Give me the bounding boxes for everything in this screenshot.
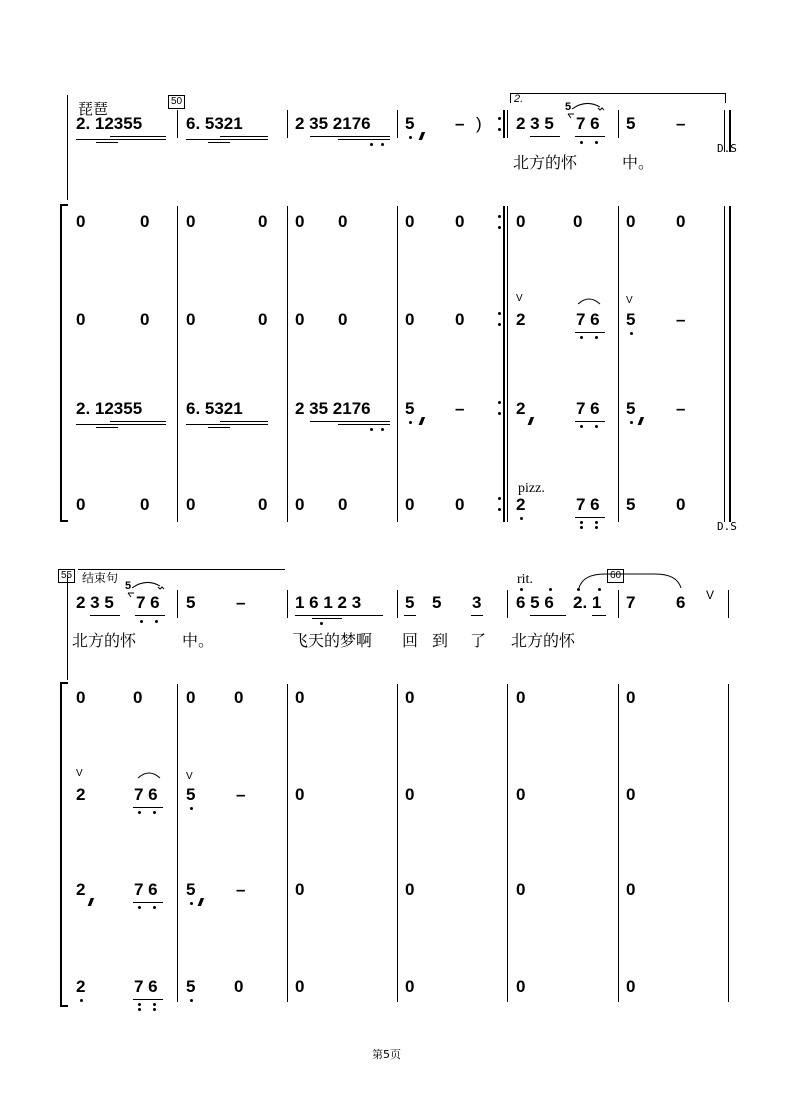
staff-note: 5 bbox=[186, 785, 196, 804]
barline bbox=[618, 590, 619, 618]
instrument-label: 琵琶 bbox=[78, 100, 109, 118]
system-line bbox=[67, 95, 68, 200]
melody-note: 3 bbox=[472, 593, 482, 612]
staff-note: 2. 12355 bbox=[76, 399, 143, 418]
tie-mark bbox=[576, 296, 602, 306]
staff-note: 0 bbox=[626, 688, 636, 707]
low-dot bbox=[381, 428, 384, 431]
staff-note: 0 bbox=[140, 212, 150, 231]
low-dot bbox=[409, 421, 412, 424]
staff-note: 5 bbox=[186, 880, 196, 899]
staff-note: 2 35 2176 bbox=[295, 399, 371, 418]
staff-note: 0 bbox=[133, 688, 143, 707]
lyric: 中。 bbox=[182, 631, 215, 650]
staff-note: 0 bbox=[258, 495, 268, 514]
volta-bracket-right bbox=[725, 93, 726, 103]
underline bbox=[76, 424, 166, 425]
low-dot bbox=[409, 136, 412, 139]
tremolo-mark: /// bbox=[419, 131, 423, 143]
melody-dash: – bbox=[676, 114, 686, 133]
low-dot bbox=[153, 906, 156, 909]
melody-note: 5 bbox=[405, 593, 415, 612]
melody-note: 7 6 bbox=[576, 114, 600, 133]
bow-mark: V bbox=[626, 295, 633, 306]
low-dot bbox=[630, 421, 633, 424]
staff-dash: – bbox=[236, 785, 246, 804]
underline bbox=[96, 427, 118, 428]
low-dot bbox=[370, 143, 373, 146]
staff-note: 2 bbox=[76, 977, 86, 996]
staff-note: 0 bbox=[516, 212, 526, 231]
staff-note: 0 bbox=[626, 212, 636, 231]
staff-note: 0 bbox=[295, 495, 305, 514]
barline bbox=[728, 684, 729, 1002]
barline bbox=[397, 110, 398, 138]
staff-note: 0 bbox=[338, 495, 348, 514]
melody-note: 5 bbox=[432, 593, 442, 612]
staff-note: 0 bbox=[405, 880, 415, 899]
staff-note: 0 bbox=[405, 688, 415, 707]
repeat-barline bbox=[503, 206, 505, 522]
barline bbox=[397, 206, 398, 522]
melody-note: 5 bbox=[626, 114, 636, 133]
tempo-marking: rit. bbox=[517, 572, 533, 587]
high-dot bbox=[520, 588, 523, 591]
breath-mark: V bbox=[706, 588, 715, 602]
underline bbox=[338, 424, 390, 425]
repeat-barline bbox=[507, 206, 508, 522]
low-dot bbox=[153, 811, 156, 814]
staff-note: 2 bbox=[76, 785, 86, 804]
low-dot bbox=[138, 1003, 141, 1006]
grace-note: 5 bbox=[125, 580, 132, 592]
underline bbox=[404, 615, 416, 616]
staff-note: 0 bbox=[626, 977, 636, 996]
lyric: 到 bbox=[432, 631, 449, 650]
measure-number: 50 bbox=[168, 95, 185, 109]
underline bbox=[295, 615, 383, 616]
staff-note: 0 bbox=[405, 310, 415, 329]
phrase-slur bbox=[575, 570, 685, 590]
melody-note: 1 6 1 2 3 bbox=[295, 593, 362, 612]
barline bbox=[618, 206, 619, 522]
staff-note: 0 bbox=[234, 688, 244, 707]
repeat-barline bbox=[503, 110, 505, 138]
melody-note: 6. 5321 bbox=[186, 114, 243, 133]
staff-note: 0 bbox=[76, 688, 86, 707]
low-dot bbox=[190, 902, 193, 905]
repeat-dot bbox=[498, 128, 501, 131]
low-dot bbox=[190, 999, 193, 1002]
staff-note: 5 bbox=[626, 310, 636, 329]
staff-note: 0 bbox=[295, 310, 305, 329]
high-dot bbox=[577, 588, 580, 591]
lyric: 了 bbox=[470, 631, 487, 650]
melody-note: 6 bbox=[676, 593, 686, 612]
lyric: 北方的怀 bbox=[72, 631, 137, 650]
underline bbox=[220, 136, 268, 137]
bracket-top bbox=[60, 204, 68, 206]
section-label: 结束句 bbox=[82, 571, 119, 585]
staff-note: 2 bbox=[516, 495, 526, 514]
staff-note: 0 bbox=[76, 310, 86, 329]
staff-note: 0 bbox=[338, 212, 348, 231]
measure-number: 55 bbox=[58, 569, 75, 583]
barline bbox=[177, 206, 178, 522]
staff-note: 0 bbox=[405, 212, 415, 231]
low-dot bbox=[595, 521, 598, 524]
underline bbox=[575, 421, 605, 422]
staff-note: 7 6 bbox=[134, 785, 158, 804]
barline bbox=[177, 684, 178, 1002]
repeat-dot bbox=[498, 401, 501, 404]
low-dot bbox=[190, 807, 193, 810]
low-dot bbox=[140, 620, 143, 623]
bow-mark: V bbox=[516, 293, 523, 304]
staff-note: 0 bbox=[295, 688, 305, 707]
staff-note: 0 bbox=[516, 688, 526, 707]
repeat-dot bbox=[498, 508, 501, 511]
barline bbox=[618, 110, 619, 138]
underline bbox=[110, 136, 166, 137]
staff-note: 0 bbox=[295, 785, 305, 804]
low-dot bbox=[630, 332, 633, 335]
staff-note: 0 bbox=[405, 977, 415, 996]
underline bbox=[220, 421, 268, 422]
staff-dash: – bbox=[455, 399, 465, 418]
staff-note: 0 bbox=[186, 495, 196, 514]
staff-note: 7 6 bbox=[134, 880, 158, 899]
underline bbox=[575, 136, 605, 137]
staff-note: 6. 5321 bbox=[186, 399, 243, 418]
low-dot bbox=[595, 526, 598, 529]
low-dot bbox=[520, 517, 523, 520]
system-line bbox=[67, 575, 68, 680]
section-bracket bbox=[78, 569, 285, 570]
low-dot bbox=[153, 1003, 156, 1006]
grace-note: 5 bbox=[565, 101, 572, 113]
paren-close: ) bbox=[476, 114, 482, 133]
low-dot bbox=[153, 1008, 156, 1011]
repeat-dot bbox=[498, 323, 501, 326]
lyric: 北方的怀 bbox=[513, 153, 578, 172]
staff-note: 0 bbox=[676, 212, 686, 231]
underline bbox=[310, 136, 390, 137]
ds-label: D.S bbox=[717, 520, 737, 533]
repeat-dot bbox=[498, 497, 501, 500]
lyric: 北方的怀 bbox=[511, 631, 576, 650]
pizz-marking: pizz. bbox=[518, 481, 545, 496]
lyric: 回 bbox=[402, 631, 419, 650]
staff-dash: – bbox=[676, 310, 686, 329]
staff-note: 0 bbox=[676, 495, 686, 514]
underline bbox=[110, 421, 166, 422]
staff-note: 7 6 bbox=[576, 495, 600, 514]
underline bbox=[530, 136, 560, 137]
underline bbox=[135, 615, 165, 616]
barline bbox=[287, 684, 288, 1002]
underline bbox=[592, 615, 606, 616]
tremolo-mark: /// bbox=[198, 897, 202, 909]
final-barline bbox=[729, 206, 731, 522]
staff-note: 0 bbox=[140, 495, 150, 514]
staff-note: 5 bbox=[626, 495, 636, 514]
melody-note: 6 5 6 bbox=[516, 593, 554, 612]
low-dot bbox=[138, 906, 141, 909]
underline bbox=[208, 427, 230, 428]
staff-note: 0 bbox=[295, 977, 305, 996]
repeat-dot bbox=[498, 312, 501, 315]
barline bbox=[507, 684, 508, 1002]
low-dot bbox=[155, 620, 158, 623]
low-dot bbox=[595, 425, 598, 428]
tremolo-mark: /// bbox=[528, 416, 532, 428]
underline bbox=[186, 424, 268, 425]
bracket-bottom bbox=[60, 1005, 68, 1007]
staff-note: 0 bbox=[626, 880, 636, 899]
page-number: 第5页 bbox=[372, 1048, 401, 1061]
tremolo-mark: /// bbox=[88, 897, 92, 909]
melody-note: 5 bbox=[405, 114, 415, 133]
staff-note: 0 bbox=[516, 880, 526, 899]
staff-dash: – bbox=[676, 399, 686, 418]
volta-bracket-left bbox=[510, 93, 511, 103]
staff-note: 0 bbox=[405, 785, 415, 804]
melody-note: 2. 1 bbox=[573, 593, 602, 612]
staff-note: 0 bbox=[338, 310, 348, 329]
melody-note: 2. 12355 bbox=[76, 114, 143, 133]
underline bbox=[312, 618, 342, 619]
ds-label: D.S bbox=[717, 142, 737, 155]
barline bbox=[728, 590, 729, 618]
staff-note: 0 bbox=[455, 495, 465, 514]
barline bbox=[618, 684, 619, 1002]
underline bbox=[530, 615, 566, 616]
staff-note: 2 bbox=[516, 310, 526, 329]
low-dot bbox=[381, 143, 384, 146]
lyric: 中。 bbox=[622, 153, 655, 172]
repeat-barline bbox=[507, 110, 508, 138]
high-dot bbox=[598, 588, 601, 591]
barline bbox=[287, 590, 288, 618]
staff-note: 0 bbox=[516, 977, 526, 996]
underline bbox=[90, 615, 120, 616]
staff-note: 0 bbox=[234, 977, 244, 996]
staff-note: 0 bbox=[626, 785, 636, 804]
underline bbox=[310, 421, 390, 422]
underline bbox=[96, 142, 118, 143]
volta-bracket bbox=[510, 93, 725, 94]
bracket bbox=[60, 682, 62, 1007]
staff-dash: – bbox=[236, 880, 246, 899]
staff-note: 5 bbox=[405, 399, 415, 418]
underline bbox=[575, 517, 605, 518]
staff-note: 2 bbox=[516, 399, 526, 418]
tie-mark bbox=[136, 770, 162, 780]
low-dot bbox=[580, 141, 583, 144]
staff-note: 0 bbox=[455, 310, 465, 329]
underline bbox=[575, 332, 605, 333]
staff-note: 0 bbox=[573, 212, 583, 231]
underline bbox=[338, 139, 390, 140]
staff-note: 5 bbox=[626, 399, 636, 418]
staff-note: 0 bbox=[455, 212, 465, 231]
barline bbox=[397, 590, 398, 618]
staff-note: 0 bbox=[186, 310, 196, 329]
barline bbox=[397, 684, 398, 1002]
staff-note: 2 bbox=[76, 880, 86, 899]
melody-note: 5 bbox=[186, 593, 196, 612]
underline bbox=[186, 139, 268, 140]
staff-note: 0 bbox=[140, 310, 150, 329]
lyric: 飞天的梦啊 bbox=[292, 631, 373, 650]
measure-number: 60 bbox=[607, 569, 624, 583]
bracket-bottom bbox=[60, 520, 68, 522]
staff-note: 0 bbox=[258, 212, 268, 231]
melody-note: 2 35 2176 bbox=[295, 114, 371, 133]
melody-note: 7 6 bbox=[136, 593, 160, 612]
tremolo-mark: /// bbox=[419, 416, 423, 428]
barline bbox=[287, 110, 288, 138]
low-dot bbox=[138, 811, 141, 814]
low-dot bbox=[580, 425, 583, 428]
barline bbox=[177, 110, 178, 138]
staff-note: 0 bbox=[186, 688, 196, 707]
underline bbox=[133, 999, 163, 1000]
underline bbox=[76, 139, 166, 140]
melody-dash: – bbox=[455, 114, 465, 133]
low-dot bbox=[80, 999, 83, 1002]
staff-note: 7 6 bbox=[576, 310, 600, 329]
staff-note: 0 bbox=[405, 495, 415, 514]
repeat-dot bbox=[498, 226, 501, 229]
low-dot bbox=[595, 336, 598, 339]
underline bbox=[471, 615, 483, 616]
repeat-dot bbox=[498, 117, 501, 120]
low-dot bbox=[580, 526, 583, 529]
barline bbox=[507, 590, 508, 618]
melody-note: 2 3 5 bbox=[516, 114, 554, 133]
barline bbox=[177, 590, 178, 618]
melody-note: 2 3 5 bbox=[76, 593, 114, 612]
underline bbox=[133, 902, 163, 903]
tremolo-mark: /// bbox=[638, 416, 642, 428]
melody-note: 7 bbox=[626, 593, 636, 612]
bow-mark: V bbox=[76, 768, 83, 779]
staff-note: 0 bbox=[258, 310, 268, 329]
repeat-dot bbox=[498, 412, 501, 415]
low-dot bbox=[320, 622, 323, 625]
low-dot bbox=[138, 1008, 141, 1011]
staff-note: 7 6 bbox=[134, 977, 158, 996]
staff-note: 0 bbox=[76, 212, 86, 231]
low-dot bbox=[370, 428, 373, 431]
staff-note: 5 bbox=[186, 977, 196, 996]
underline bbox=[208, 142, 230, 143]
final-barline bbox=[724, 206, 725, 522]
bow-mark: V bbox=[186, 771, 193, 782]
staff-note: 0 bbox=[186, 212, 196, 231]
bracket-top bbox=[60, 682, 68, 684]
underline bbox=[133, 807, 163, 808]
melody-dash: – bbox=[236, 593, 246, 612]
staff-note: 0 bbox=[295, 212, 305, 231]
high-dot bbox=[549, 588, 552, 591]
low-dot bbox=[580, 521, 583, 524]
repeat-dot bbox=[498, 215, 501, 218]
low-dot bbox=[595, 141, 598, 144]
low-dot bbox=[580, 336, 583, 339]
volta-label: 2. bbox=[514, 93, 524, 105]
staff-note: 0 bbox=[76, 495, 86, 514]
bracket bbox=[60, 204, 62, 522]
staff-note: 7 6 bbox=[576, 399, 600, 418]
barline bbox=[287, 206, 288, 522]
staff-note: 0 bbox=[516, 785, 526, 804]
staff-note: 0 bbox=[295, 880, 305, 899]
